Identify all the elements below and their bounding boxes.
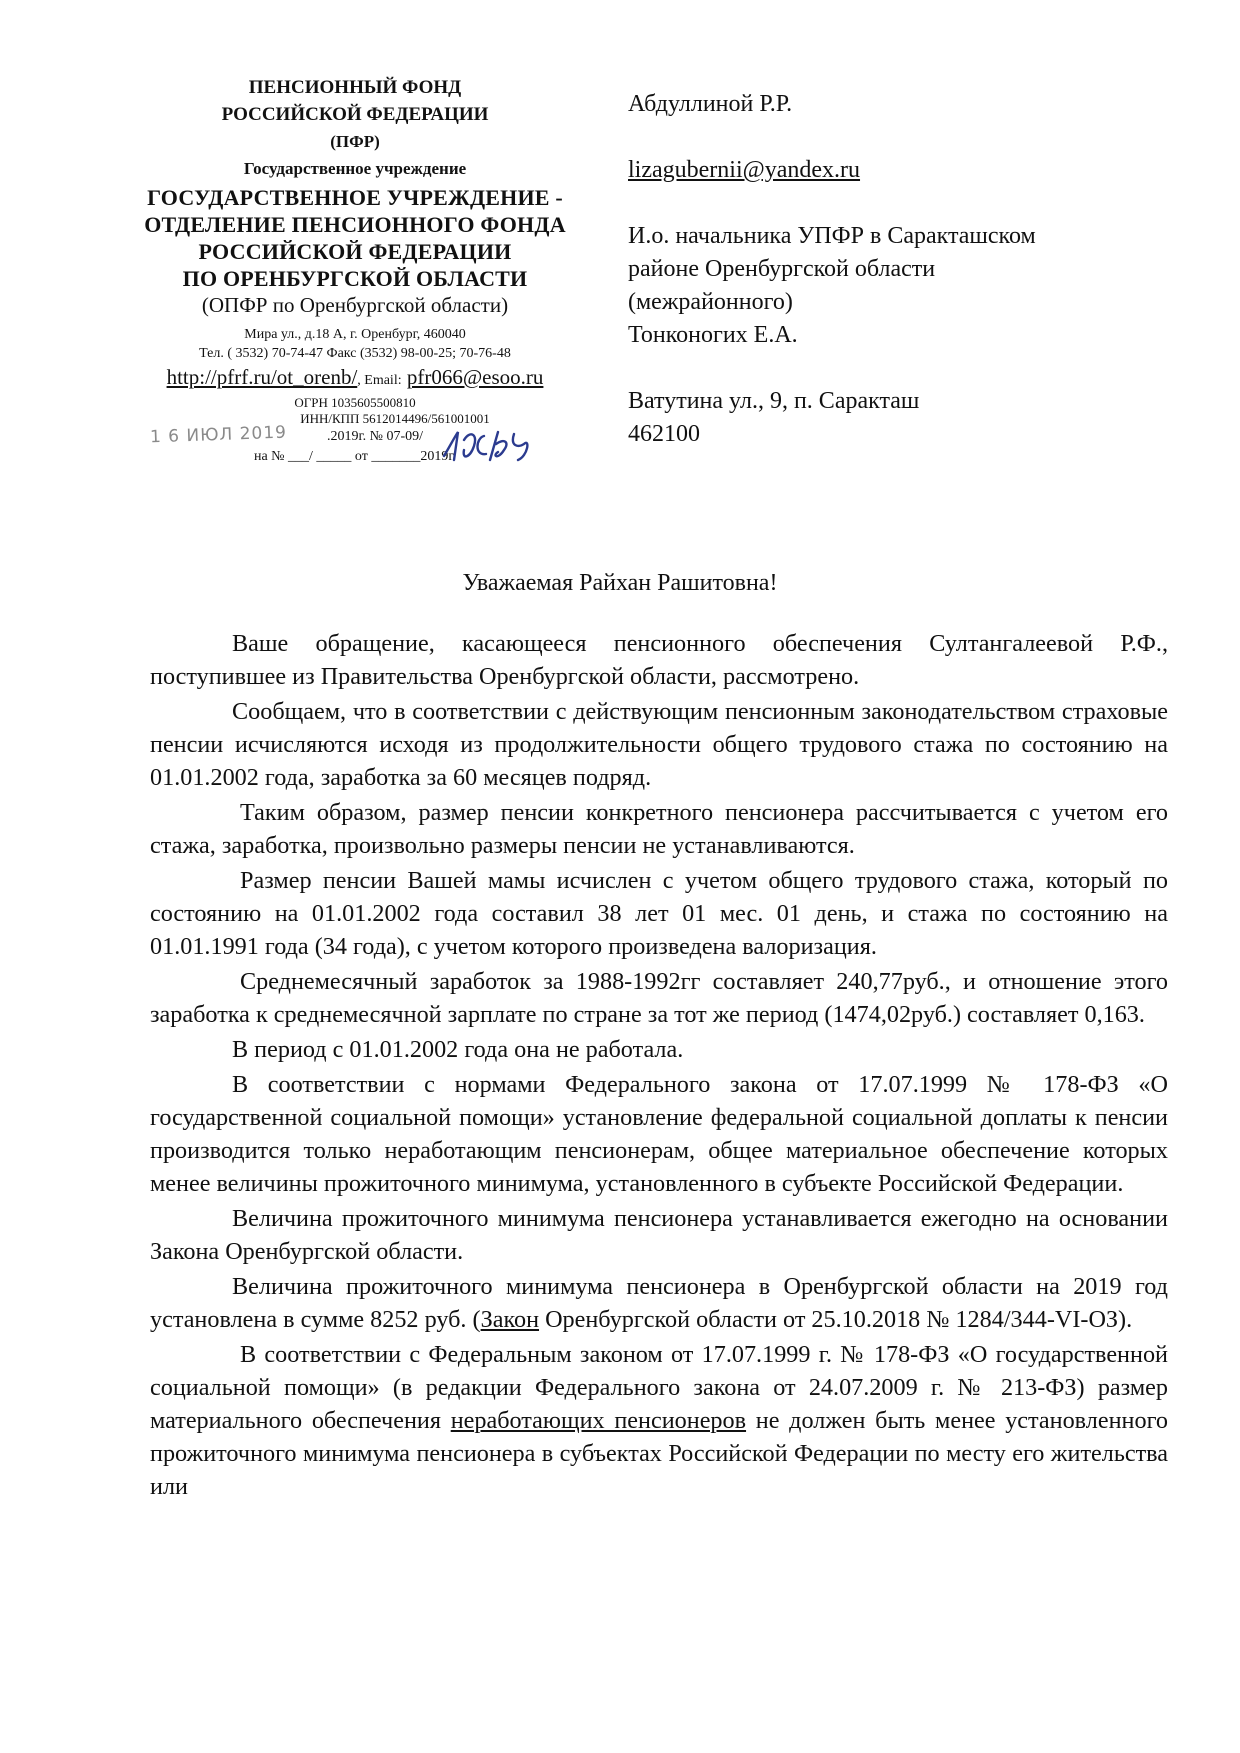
paragraph-text: Величина прожиточного минимума пенсионера в Оренбургской области на 2019 год установлена в сумме 8252 руб. (: [150, 1273, 1168, 1333]
paragraph: Сообщаем, что в соответствии с действующим пенсионным законодательством страховые пенсии исчисляются исходя из продолжительности общего трудового стажа по состоянию на 01.01.2002 года, заработка за 60 месяцев подряд.: [150, 698, 1168, 791]
recipient-name: Абдуллиной Р.Р.: [628, 91, 793, 117]
paragraph: В соответствии с нормами Федерального закона от 17.07.1999 № 178-ФЗ «О государственной социальной помощи» установление федеральной социальной доплаты к пенсии производится только неработающим пенсионерам, общее материальное обеспечение которых менее величины прожиточного минимума, установленного в субъекте Российской Федерации.: [150, 1071, 1168, 1197]
org-contacts: [120, 363, 590, 395]
copy-recipient-line2: районе Оренбургской области: [628, 256, 936, 282]
ogrn: ОГРН 1035605500810: [294, 395, 416, 410]
copy-recipient-line3: (межрайонного): [628, 289, 793, 315]
paragraph: Таким образом, размер пенсии конкретного пенсионера рассчитывается с учетом его стажа, заработка, произвольно размеры пенсии не устанавливаются.: [150, 799, 1168, 859]
org-name-line2: РОССИЙСКОЙ ФЕДЕРАЦИИ: [221, 104, 489, 125]
email-label: , Email:: [357, 373, 402, 388]
letterhead: [120, 74, 590, 467]
email-link[interactable]: pfr066@esoo.ru: [406, 365, 544, 389]
branch-abbreviation: (ОПФР по Оренбургской области): [201, 293, 509, 317]
handwritten-number-mark: [440, 426, 540, 466]
website-link[interactable]: http://pfrf.ru/ot_orenb/: [166, 365, 358, 389]
recipient-email-link[interactable]: lizagubernii@yandex.ru: [628, 157, 861, 183]
paragraph: [150, 1270, 1168, 1336]
org-phones: Тел. ( 3532) 70-74-47 Факс (3532) 98-00-25; 70-76-48: [199, 346, 511, 361]
addressee-block: [628, 88, 1188, 451]
postal-code: 462100: [628, 421, 700, 447]
copy-recipient-line4: Тонконогих Е.А.: [628, 322, 798, 348]
paragraph-text: Оренбургской области от 25.10.2018 № 1284/344-VI-ОЗ).: [539, 1306, 1133, 1333]
paragraph-text: В соответствии с Федеральным законом от 17.07.1999 г. № 178-ФЗ «О государственной социальной помощи» (в редакции Федерального закона от 24.07.2009 г. № 213-ФЗ) размер материального обеспечения: [150, 1341, 1168, 1434]
non-working-pensioners-link[interactable]: неработающих пенсионеров: [450, 1407, 747, 1434]
org-type: Государственное учреждение: [243, 159, 467, 178]
letter-body: [150, 627, 1168, 1505]
org-address: Мира ул., д.18 А, г. Оренбург, 460040: [244, 327, 466, 342]
paragraph: [150, 1338, 1168, 1503]
org-name-line1: ПЕНСИОННЫЙ ФОНД: [248, 77, 462, 98]
copy-recipient-line1: И.о. начальника УПФР в Саракташском: [628, 223, 1036, 249]
paragraph: В период с 01.01.2002 года она не работала.: [232, 1036, 684, 1063]
branch-name-line3: РОССИЙСКОЙ ФЕДЕРАЦИИ: [198, 239, 512, 264]
inn-kpp: ИНН/КПП 5612014496/561001001: [300, 411, 490, 426]
salutation: Уважаемая Райхан Рашитовна!: [462, 570, 778, 596]
paragraph: Среднемесячный заработок за 1988-1992гг составляет 240,77руб., и отношение этого заработка к среднемесячной зарплате по стране за тот же период (1474,02руб.) составляет 0,163.: [150, 968, 1168, 1028]
law-link[interactable]: Закон: [480, 1306, 540, 1333]
paragraph: Размер пенсии Вашей мамы исчислен с учетом общего трудового стажа, который по состоянию на 01.01.2002 года составил 38 лет 01 мес. 01 день, и стажа по состоянию на 01.01.1991 года (34 года), с учетом которого произведена валоризация.: [150, 867, 1168, 960]
paragraph: Ваше обращение, касающееся пенсионного обеспечения Султангалеевой Р.Ф., поступившее из Правительства Оренбургской области, рассмотрено.: [150, 630, 1168, 690]
registration-date-stamp: 1 6 ИЮЛ 2019: [149, 422, 288, 448]
paragraph-text: не должен быть менее установленного прожиточного минимума пенсионера в субъектах Российской Федерации по месту его жительства или: [150, 1407, 1168, 1500]
branch-name-line4: ПО ОРЕНБУРГСКОЙ ОБЛАСТИ: [182, 266, 528, 291]
paragraph: Величина прожиточного минимума пенсионера устанавливается ежегодно на основании Закона Оренбургской области.: [150, 1205, 1168, 1265]
org-abbreviation: (ПФР): [330, 132, 380, 151]
reply-reference: на № ___/ _____ от _______2019г.: [253, 449, 457, 464]
recipient-email: [628, 154, 1188, 187]
branch-name-line1: ГОСУДАРСТВЕННОЕ УЧРЕЖДЕНИЕ -: [147, 185, 563, 210]
branch-name-line2: ОТДЕЛЕНИЕ ПЕНСИОННОГО ФОНДА: [144, 212, 566, 237]
street-address: Ватутина ул., 9, п. Саракташ: [628, 388, 920, 414]
outgoing-number: .2019г. № 07-09/: [326, 429, 424, 444]
